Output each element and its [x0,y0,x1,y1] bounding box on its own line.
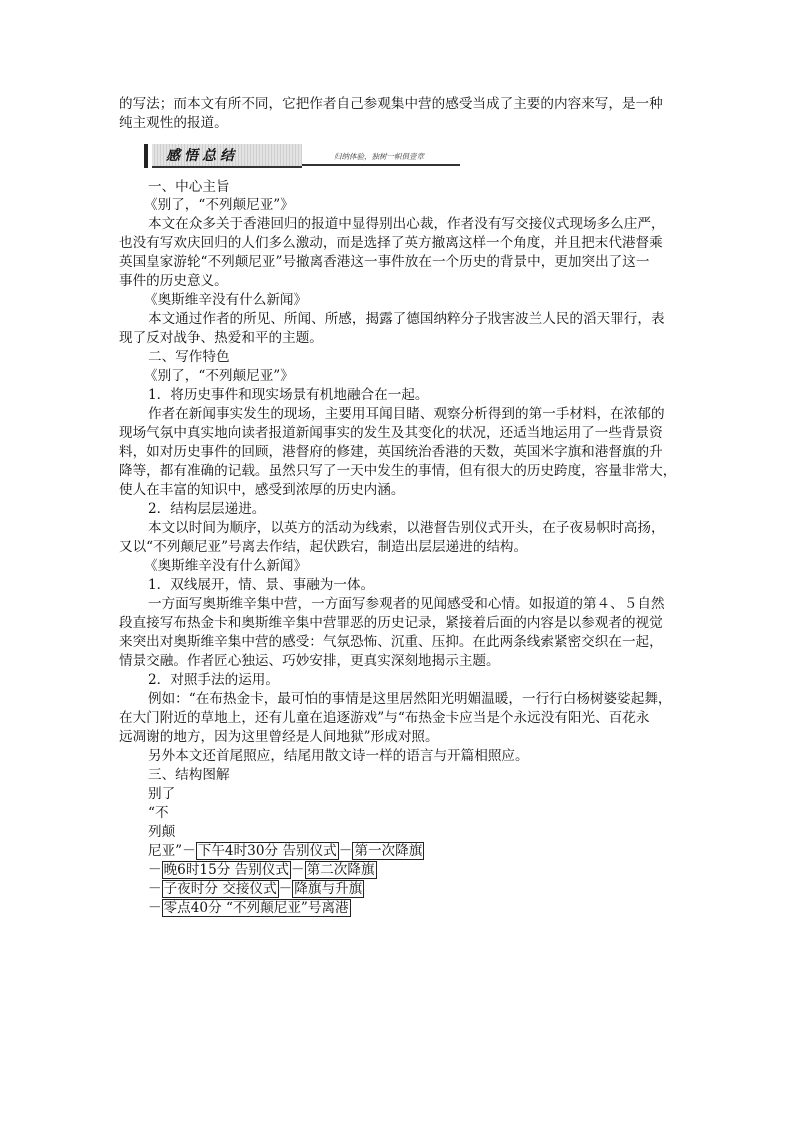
paragraph-line: 使人在丰富的知识中，感受到浓厚的历史内涵。 [119,482,405,498]
numbered-point: 2．对照手法的运用。 [148,672,279,688]
heading-structure-diagram: 三、结构图解 [148,767,230,783]
banner-subtitle: 归纳体验，独树一帜俱壹章 [334,152,424,161]
section-banner [144,142,460,170]
paragraph-line: 事件的历史意义。 [119,273,228,289]
paragraph-line: 本文在众多关于香港回归的报道中显得别出心裁，作者没有写交接仪式现场多么庄严， [148,216,665,232]
diagram-row [148,899,351,919]
diagram-connector: － [148,862,162,878]
paragraph-line: 降等，都有准确的记载。虽然只写了一天中发生的事情，但有很大的历史跨度，容量非常大， [119,463,677,479]
diagram-event-box: 下午4时30分 告别仪式 [197,843,337,859]
paragraph-line: 本文通过作者的所见、所闻、所感，揭露了德国纳粹分子戕害波兰人民的滔天罪行，表 [148,311,665,327]
paragraph-line: 也没有写欢庆回归的人们多么激动，而是选择了英方撤离这样一个角度，并且把末代港督乘 [119,235,663,251]
paragraph-line: 远凋谢的地方，因为这里曾经是人间地狱”形成对照。 [119,729,439,745]
banner-bar [144,144,148,168]
heading-central-idea: 一、中心主旨 [148,179,230,195]
diagram-event-box: 子夜时分 交接仪式 [163,881,277,897]
paragraph-line: 例如：“在布热金卡，最可怕的事情是这里居然阳光明媚温暖，一行行白杨树婆娑起舞， [148,691,672,707]
paragraph-line: 作者在新闻事实发生的现场，主要用耳闻目睹、观察分析得到的第一手材料，在浓郁的 [148,406,665,422]
diagram-connector: － [291,862,305,878]
diagram-result-box: 第二次降旗 [306,862,375,878]
diagram-root-part: 尼亚” [148,843,183,859]
article-title: 《别了，“不列颠尼亚”》 [144,197,294,213]
diagram-root-part: “不 [148,805,169,821]
article-title: 《别了，“不列颠尼亚”》 [144,368,294,384]
banner-title: 感悟总结 [166,148,238,164]
article-title: 《奥斯维辛没有什么新闻》 [144,558,308,574]
diagram-connector: － [278,881,293,897]
paragraph-line: 的写法；而本文有所不同，它把作者自己参观集中营的感受当成了主要的内容来写，是一种 [119,96,663,112]
paragraph-line: 现场气氛中真实地向读者报道新闻事实的发生及其变化的状况，还适当地运用了一些背景资 [119,425,663,441]
paragraph-line: 现了反对战争、热爱和平的主题。 [119,330,323,346]
paragraph-line: 来突出对奥斯维辛集中营的感受：气氛恐怖、沉重、压抑。在此两条线索紧密交织在一起， [119,634,663,650]
diagram-row [148,880,364,900]
paragraph-line: 情景交融。作者匠心独运、巧妙安排，更真实深刻地揭示主题。 [119,653,500,669]
paragraph-line: 一方面写奥斯维辛集中营，一方面写参观者的见闻感受和心情。如报道的第４、５自然 [148,596,665,612]
banner-rule [302,164,460,166]
diagram-connector: － [182,843,196,859]
diagram-event-box: 零点40分 “不列颠尼亚”号离港 [163,900,349,916]
diagram-result-box: 降旗与升旗 [294,881,363,897]
paragraph-line: 又以“不列颠尼亚”号离去作结，起伏跌宕，制造出层层递进的结构。 [119,539,528,555]
paragraph-line: 纯主观性的报道。 [119,115,228,131]
diagram-connector: － [148,900,162,916]
numbered-point: 2．结构层层递进。 [148,501,266,517]
diagram-event-box: 晚6时15分 告别仪式 [163,862,290,878]
diagram-result-box: 第一次降旗 [354,843,423,859]
paragraph-line: 在大门附近的草地上，还有儿童在追逐游戏”与“布热金卡应当是个永远没有阳光、百花永 [119,710,650,726]
numbered-point: 1．将历史事件和现实场景有机地融合在一起。 [148,387,429,403]
heading-writing-features: 二、写作特色 [148,349,230,365]
diagram-connector: － [148,881,162,897]
diagram-root-part: 别了 [148,786,176,802]
paragraph-line: 料，如对历史事件的回顾，港督府的修建，英国统治香港的天数，英国米字旗和港督旗的升 [119,444,663,460]
diagram-root-part: 列颠 [148,824,176,840]
paragraph-line: 本文以时间为顺序，以英方的活动为线索，以港督告别仪式开头，在子夜易帜时高扬， [148,520,665,536]
diagram-row [148,861,377,881]
diagram-row [148,842,424,862]
paragraph-line: 另外本文还首尾照应，结尾用散文诗一样的语言与开篇相照应。 [148,748,529,764]
paragraph-line: 段直接写布热金卡和奥斯维辛集中营罪恶的历史记录，紧接着后面的内容是以参观者的视觉 [119,615,663,631]
article-title: 《奥斯维辛没有什么新闻》 [144,292,308,308]
numbered-point: 1．双线展开，情、景、事融为一体。 [148,577,375,593]
diagram-connector: － [338,843,353,859]
paragraph-line: 英国皇家游轮“不列颠尼亚”号撤离香港这一事件放在一个历史的背景中，更加突出了这一 [119,254,650,270]
